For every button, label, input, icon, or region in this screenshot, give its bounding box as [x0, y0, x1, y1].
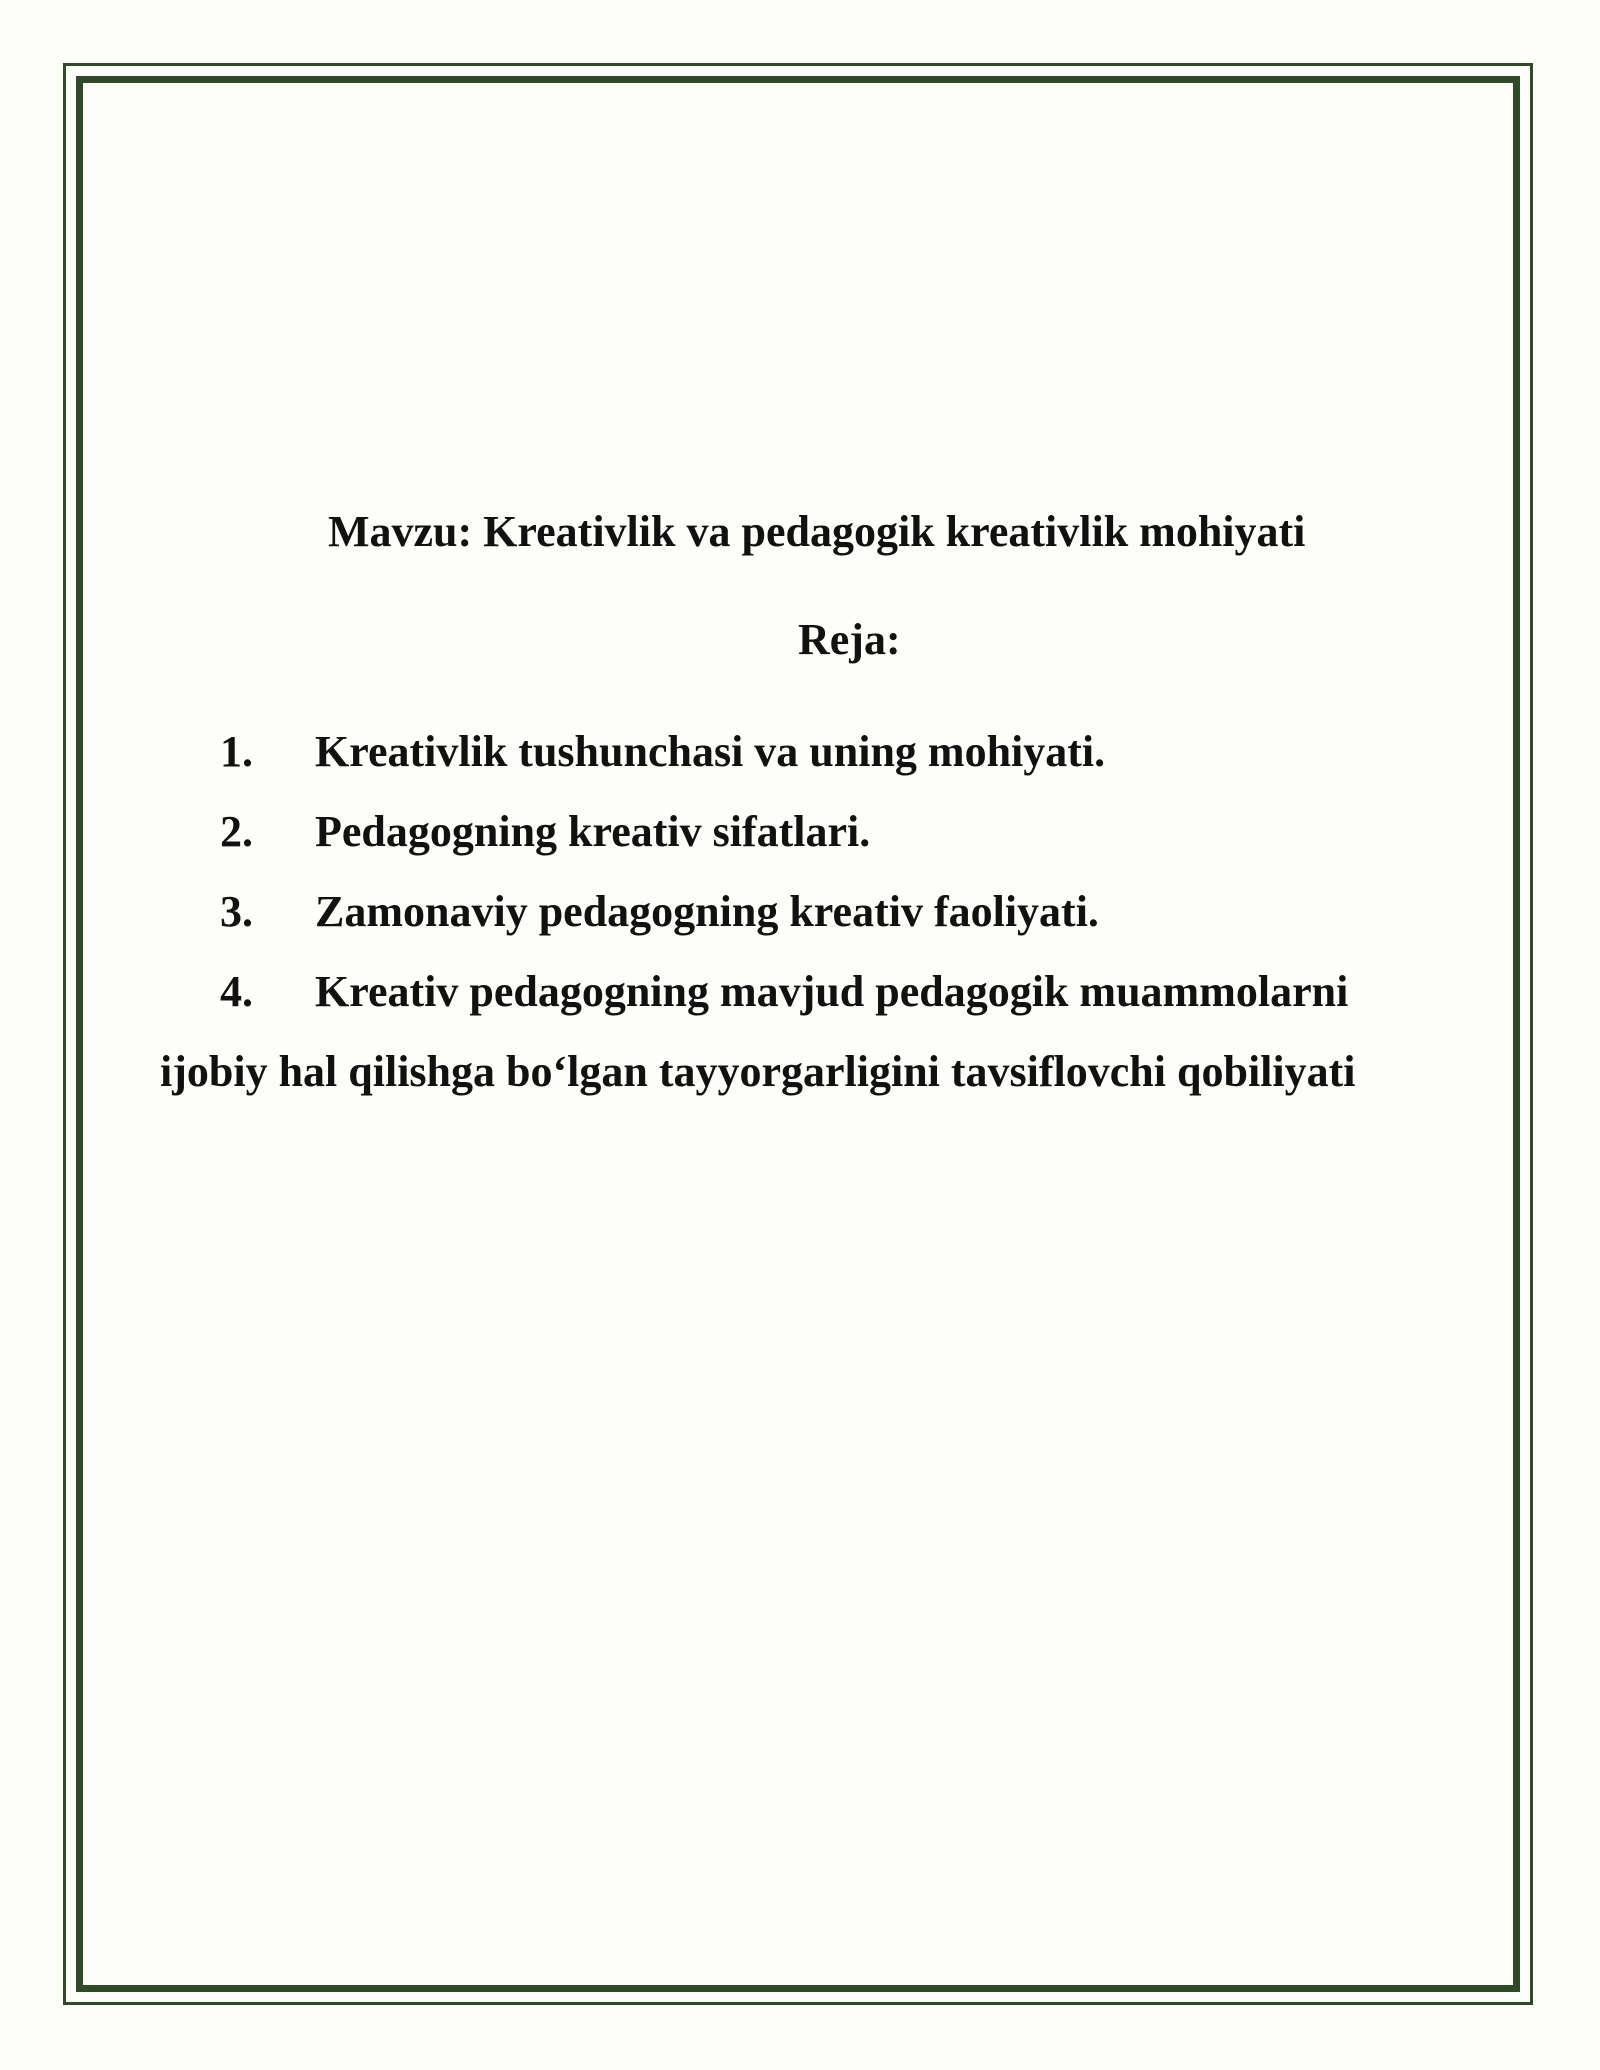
plan-item-number: 3.	[220, 887, 253, 936]
plan-item-text: Zamonaviy pedagogning kreativ faoliyati.	[315, 887, 1099, 936]
plan-item-text-continuation: ijobiy hal qilishga bo‘lgan tayyorgarligini tavsiflovchi qobiliyati	[160, 1047, 1356, 1096]
plan-item-4	[160, 952, 1450, 1112]
plan-item-1	[160, 712, 1450, 792]
plan-item-text: Kreativ pedagogning mavjud pedagogik muammolarni	[315, 967, 1349, 1016]
plan-item-text: Pedagogning kreativ sifatlari.	[315, 807, 871, 856]
plan-item-2	[160, 792, 1450, 872]
plan-item-number: 4.	[220, 967, 253, 1016]
plan-list	[160, 712, 1450, 1112]
plan-heading: Reja:	[798, 615, 901, 664]
document-title: Mavzu: Kreativlik va pedagogik kreativlik mohiyati	[328, 507, 1306, 556]
document-content	[160, 500, 1450, 1112]
plan-item-text: Kreativlik tushunchasi va uning mohiyati.	[315, 727, 1106, 776]
plan-item-number: 1.	[220, 727, 253, 776]
plan-item-number: 2.	[220, 807, 253, 856]
plan-item-3	[160, 872, 1450, 952]
